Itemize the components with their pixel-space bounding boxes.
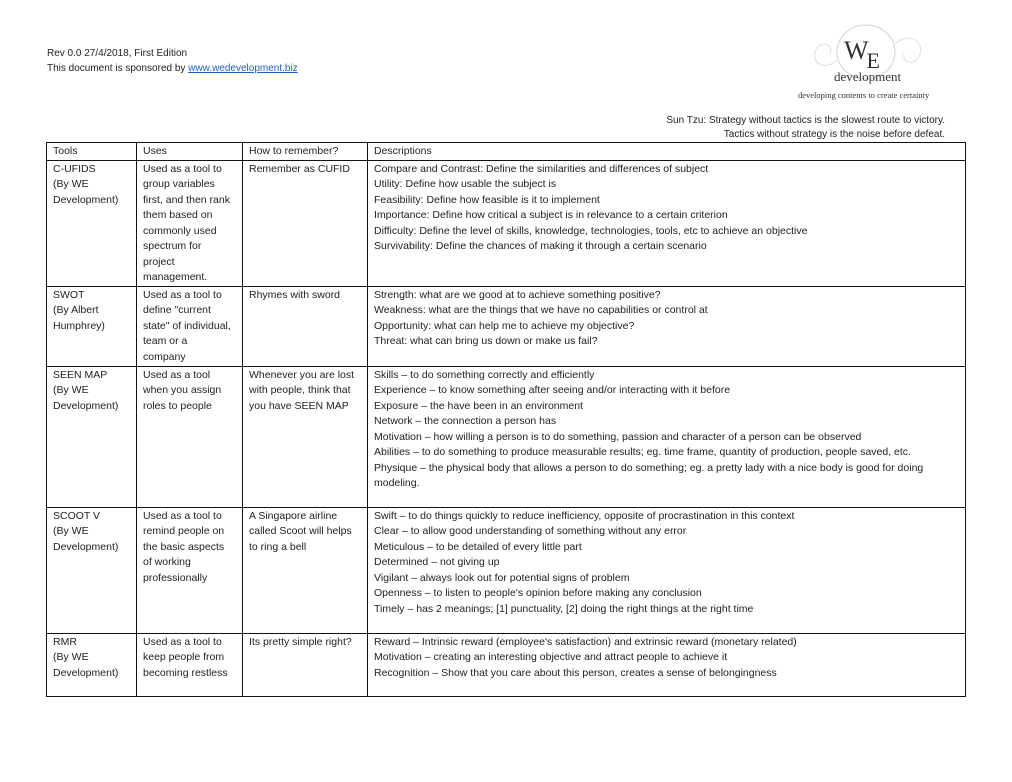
tool-cell	[47, 507, 137, 633]
quote-line-2: Tactics without strategy is the noise before defeat.	[723, 129, 945, 140]
remember-cell	[243, 160, 368, 286]
tool-author: (By WE	[53, 178, 89, 190]
document-header	[47, 46, 298, 76]
uses-line: Used as a tool to	[143, 509, 222, 522]
descriptions-cell	[368, 507, 966, 633]
uses-cell	[137, 507, 243, 633]
table-row	[47, 160, 966, 286]
remember-line: to ring a bell	[249, 540, 307, 553]
description-line: Feasibility: Define how feasible is it to implement	[374, 193, 600, 206]
tool-cell	[47, 160, 137, 286]
description-line: Exposure – the have been in an environment	[374, 399, 583, 412]
description-line: Motivation – how willing a person is to do something, passion and character of a person can be observed	[374, 430, 862, 443]
uses-line: the basic aspects	[143, 540, 225, 553]
remember-cell	[243, 633, 368, 696]
description-line: Clear – to allow good understanding of something without any error	[374, 525, 687, 537]
description-line: Utility: Define how usable the subject is	[374, 178, 557, 190]
description-line: Vigilant – always look out for potential signs of problem	[374, 571, 630, 584]
description-line: Meticulous – to be detailed of every little part	[374, 540, 582, 553]
tool-author: Development)	[53, 399, 119, 412]
table-row	[47, 507, 966, 633]
header-uses: Uses	[137, 143, 243, 161]
remember-cell	[243, 286, 368, 366]
uses-line: define "current	[143, 304, 211, 316]
uses-line: when you assign	[143, 384, 222, 396]
uses-line: spectrum for	[143, 240, 202, 252]
logo-mark-w: W	[844, 36, 867, 65]
description-line: Abilities – to do something to produce measurable results; eg. time frame, quantity of production, people saved, etc.	[374, 446, 911, 458]
uses-cell	[137, 633, 243, 696]
descriptions-cell	[368, 633, 966, 696]
tool-author: Development)	[53, 666, 119, 679]
description-line: Recognition – Show that you care about this person, creates a sense of belongingness	[374, 666, 777, 679]
tool-cell	[47, 286, 137, 366]
tool-author: (By WE	[53, 525, 89, 537]
description-line: modeling.	[374, 477, 420, 489]
table-row	[47, 286, 966, 366]
uses-cell	[137, 286, 243, 366]
tool-author: Development)	[53, 540, 119, 553]
uses-cell	[137, 160, 243, 286]
sun-tzu-quote	[666, 114, 945, 142]
uses-line: state" of individual,	[143, 319, 231, 332]
tool-author: Development)	[53, 193, 119, 206]
uses-line: project	[143, 255, 175, 268]
description-line: Physique – the physical body that allows a person to do something; eg. a pretty lady with a nice body is good for doing	[374, 461, 924, 474]
uses-line: of working	[143, 556, 191, 568]
uses-cell	[137, 366, 243, 507]
description-line: Openness – to listen to people's opinion before making any conclusion	[374, 587, 702, 599]
uses-line: remind people on	[143, 525, 225, 537]
uses-line: them based on	[143, 209, 213, 221]
tool-author: Humphrey)	[53, 319, 105, 332]
uses-line: Used as a tool to	[143, 288, 222, 301]
remember-line: Rhymes with sword	[249, 288, 341, 301]
description-line: Importance: Define how critical a subject is in relevance to a certain criterion	[374, 209, 728, 221]
we-development-logo	[796, 24, 946, 104]
descriptions-cell	[368, 366, 966, 507]
uses-line: commonly used	[143, 224, 217, 237]
sponsor-text: This document is sponsored by	[47, 63, 189, 74]
logo-mark	[844, 36, 878, 73]
tool-author: (By WE	[53, 384, 89, 396]
description-line: Swift – to do things quickly to reduce inefficiency, opposite of procrastination in this context	[374, 509, 795, 522]
table-row	[47, 366, 966, 507]
table-row	[47, 633, 966, 696]
remember-line: Whenever you are lost	[249, 368, 355, 381]
description-line: Difficulty: Define the level of skills, knowledge, technologies, tools, etc to achieve an objective	[374, 224, 808, 237]
header-how-to-remember: How to remember?	[243, 143, 368, 161]
remember-line: Remember as CUFID	[249, 162, 350, 175]
description-line: Skills – to do something correctly and efficiently	[374, 368, 595, 381]
descriptions-cell	[368, 160, 966, 286]
uses-line: keep people from	[143, 651, 225, 663]
description-line: Network – the connection a person has	[374, 415, 557, 427]
logo-wordmark: development	[834, 69, 902, 84]
sponsor-link[interactable]: www.wedevelopment.biz	[188, 63, 298, 74]
tool-name: SWOT	[53, 288, 85, 301]
remember-line: Its pretty simple right?	[249, 635, 352, 648]
header-tools: Tools	[47, 143, 137, 161]
header-descriptions: Descriptions	[368, 143, 966, 161]
uses-line: Used as a tool	[143, 368, 211, 381]
remember-cell	[243, 507, 368, 633]
uses-line: Used as a tool to	[143, 162, 222, 175]
tool-cell	[47, 366, 137, 507]
revision-text: Rev 0.0 27/4/2018, First Edition	[47, 48, 188, 59]
uses-line: group variables	[143, 178, 215, 190]
tool-name: SEEN MAP	[53, 368, 108, 381]
uses-line: roles to people	[143, 399, 212, 412]
description-line: Determined – not giving up	[374, 556, 500, 568]
tools-table	[46, 142, 966, 697]
description-line: Strength: what are we good at to achieve something positive?	[374, 288, 661, 301]
uses-line: professionally	[143, 571, 208, 584]
remember-cell	[243, 366, 368, 507]
description-line: Timely – has 2 meanings; [1] punctuality, [2] doing the right things at the right time	[374, 602, 754, 615]
tool-name: RMR	[53, 635, 77, 648]
uses-line: management.	[143, 271, 208, 283]
remember-line: with people, think that	[249, 384, 351, 396]
description-line: Experience – to know something after seeing and/or interacting with it before	[374, 384, 731, 396]
tool-name: C-UFIDS	[53, 162, 96, 175]
remember-line: called Scoot will helps	[249, 525, 352, 537]
uses-line: team or a	[143, 335, 188, 347]
table-header-row	[47, 143, 966, 161]
tool-cell	[47, 633, 137, 696]
description-line: Compare and Contrast: Define the similarities and differences of subject	[374, 162, 709, 175]
remember-line: A Singapore airline	[249, 509, 338, 522]
descriptions-cell	[368, 286, 966, 366]
tool-name: SCOOT V	[53, 509, 101, 522]
sponsor-line	[47, 61, 298, 76]
description-line: Reward – Intrinsic reward (employee's satisfaction) and extrinsic reward (monetary related)	[374, 635, 797, 648]
description-line: Opportunity: what can help me to achieve my objective?	[374, 319, 635, 332]
remember-line: you have SEEN MAP	[249, 399, 349, 412]
tool-author: (By WE	[53, 651, 89, 663]
logo-tagline: developing contents to create certainty	[798, 90, 930, 100]
uses-line: first, and then rank	[143, 193, 230, 206]
tool-author: (By Albert	[53, 304, 99, 316]
description-line: Survivability: Define the chances of making it through a certain scenario	[374, 240, 707, 252]
quote-line-1: Sun Tzu: Strategy without tactics is the slowest route to victory.	[666, 115, 945, 126]
logo-mark-e: E	[866, 48, 878, 73]
uses-line: Used as a tool to	[143, 635, 222, 648]
uses-line: becoming restless	[143, 666, 228, 679]
description-line: Threat: what can bring us down or make us fail?	[374, 335, 598, 347]
uses-line: company	[143, 350, 186, 363]
description-line: Motivation – creating an interesting objective and attract people to achieve it	[374, 651, 728, 663]
description-line: Weakness: what are the things that we have no capabilities or control at	[374, 304, 708, 316]
